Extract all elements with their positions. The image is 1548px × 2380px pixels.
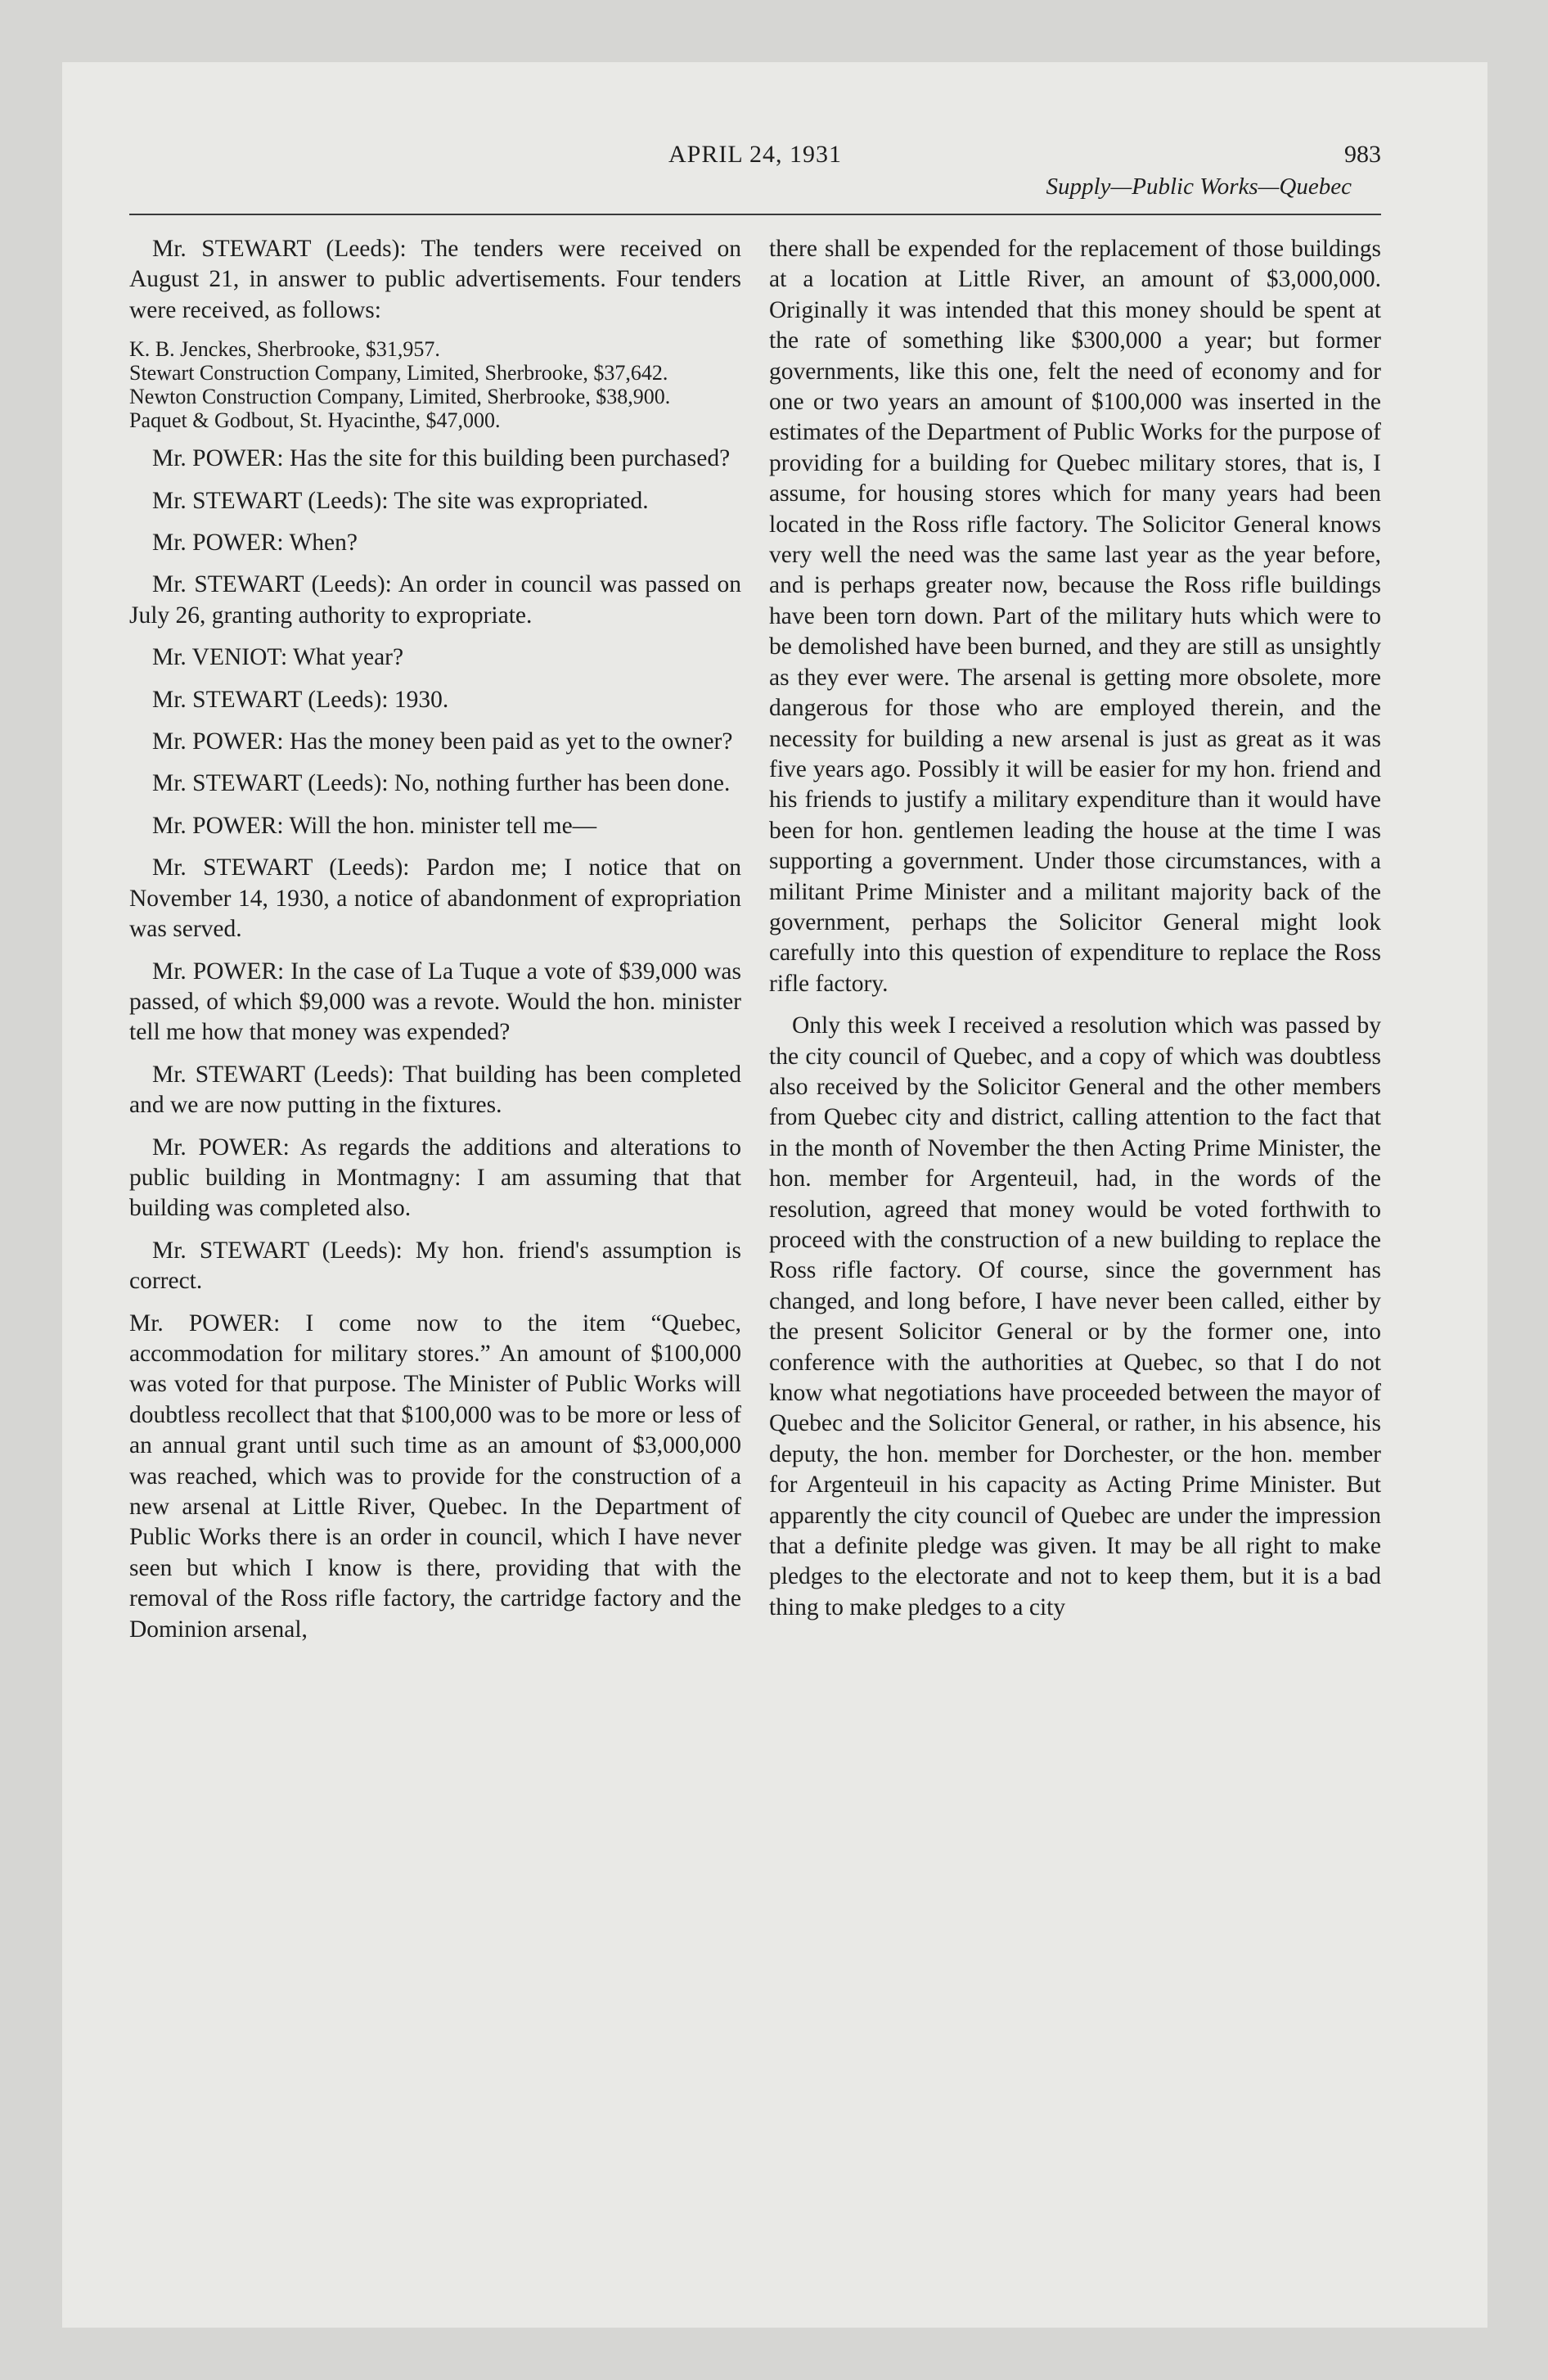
paragraph: Mr. STEWART (Leeds): Pardon me; I notice that on November 14, 1930, a notice of abandonment of expropriation was served. bbox=[129, 854, 741, 943]
paragraph: Mr. STEWART (Leeds): The site was expropriated. bbox=[152, 487, 649, 514]
paragraph: Mr. VENIOT: What year? bbox=[152, 644, 404, 671]
paragraph: Mr. POWER: I come now to the item “Quebec, accommodation for military stores.” An amount of $100,000 was voted for that purpose. The Minister of Public Works will doubtless recollect that that $100,000 was to be more or less of an annual grant until such time as an amount of $3,000,000 was reached, which was to provide for the construction of a new arsenal at Little River, Quebec. In the Department of Public Works there is an order in council, which I have never seen but which I know is there, providing that with the removal of the Ross rifle factory, the cartridge factory and the Dominion arsenal, bbox=[129, 1309, 741, 1643]
paragraph: Mr. STEWART (Leeds): 1930. bbox=[152, 686, 449, 713]
paragraph: there shall be expended for the replacement of those buildings at a location at Little River, an amount of $3,000,000. Originally it was intended that this money should be spent at the rate of something like $300,000 a year; but former governments, like this one, felt the need of economy and for one or two years an amount of $100,000 was inserted in the estimates of the Department of Public Works for the purpose of providing for a building for Quebec military stores, that is, I assume, for housing stores which for many years had been located in the Ross rifle factory. The Solicitor General knows very well the need was the same last year as the year before, and is perhaps greater now, because the Ross rifle buildings have been torn down. Part of the military huts which were to be demolished have been burned, and they are still as unsightly as they ever were. The arsenal is getting more obsolete, more dangerous for those who are employed therein, and the necessity for building a new arsenal is just as great as it was five years ago. Possibly it will be easier for my hon. friend and his friends to justify a military expenditure than it would have been for hon. gentlemen leading the house at the time I was supporting a government. Under those circumstances, with a militant Prime Minister and a militant majority back of the government, perhaps the Solicitor General might look carefully into this question of expenditure to replace the Ross rifle factory. bbox=[769, 236, 1381, 997]
paragraph: Mr. POWER: Has the money been paid as yet to the owner? bbox=[152, 728, 733, 755]
paragraph: Mr. POWER: Will the hon. minister tell me— bbox=[152, 812, 597, 839]
paragraph: Only this week I received a resolution which was passed by the city council of Quebec, and a copy of which was doubtless also received by the Solicitor General and the other members from Quebec city and district, calling attention to the fact that in the month of November the then Acting Prime Minister, the hon. member for Argenteuil, had, in the words of the resolution, agreed that money would be voted forthwith to proceed with the construction of a new building to replace the Ross rifle factory. Of course, since the government has changed, and long before, I have never been called, either by the present Solicitor General or by the former one, into conference with the authorities at Quebec, so that I do not know what negotiations have proceeded between the mayor of Quebec and the Solicitor General, or rather, in his absence, his deputy, the hon. member for Dorchester, or the hon. member for Argenteuil in his capacity as Acting Prime Minister. But apparently the city council of Quebec are under the impression that a definite pledge was given. It may be all right to make pledges to the electorate and not to keep them, but it is a bad thing to make pledges to a city bbox=[769, 1012, 1381, 1620]
right-column bbox=[769, 234, 1381, 1623]
tender-item: Stewart Construction Company, Limited, Sherbrooke, $37,642. bbox=[129, 361, 668, 385]
tender-item: Paquet & Godbout, St. Hyacinthe, $47,000. bbox=[129, 408, 501, 433]
tender-item: Newton Construction Company, Limited, Sherbrooke, $38,900. bbox=[129, 385, 671, 409]
paragraph: Mr. POWER: In the case of La Tuque a vote of $39,000 was passed, of which $9,000 was a revote. Would the hon. minister tell me how that money was expended? bbox=[129, 958, 741, 1046]
tender-list bbox=[129, 337, 741, 432]
page-header bbox=[129, 141, 1381, 223]
paragraph: Mr. STEWART (Leeds): The tenders were received on August 21, in answer to public advertisements. Four tenders were received, as follows: bbox=[129, 236, 741, 323]
left-column bbox=[129, 234, 741, 1645]
paragraph: Mr. STEWART (Leeds): That building has been completed and we are now putting in the fixtures. bbox=[129, 1061, 741, 1119]
paragraph: Mr. POWER: Has the site for this building been purchased? bbox=[152, 445, 731, 472]
header-date: APRIL 24, 1931 bbox=[668, 141, 843, 168]
header-rule bbox=[129, 214, 1381, 215]
tender-item: K. B. Jenckes, Sherbrooke, $31,957. bbox=[129, 337, 440, 362]
paragraph: Mr. STEWART (Leeds): No, nothing further has been done. bbox=[152, 770, 731, 797]
paragraph: Mr. STEWART (Leeds): My hon. friend's assumption is correct. bbox=[129, 1237, 741, 1295]
paragraph: Mr. POWER: When? bbox=[152, 530, 358, 557]
page-number: 983 bbox=[1344, 141, 1381, 168]
header-subhead: Supply—Public Works—Quebec bbox=[1046, 174, 1352, 200]
paragraph: Mr. STEWART (Leeds): An order in council was passed on July 26, granting authority to expropriate. bbox=[129, 571, 741, 629]
paragraph: Mr. POWER: As regards the additions and alterations to public building in Montmagny: I am assuming that that building was completed also. bbox=[129, 1134, 741, 1222]
